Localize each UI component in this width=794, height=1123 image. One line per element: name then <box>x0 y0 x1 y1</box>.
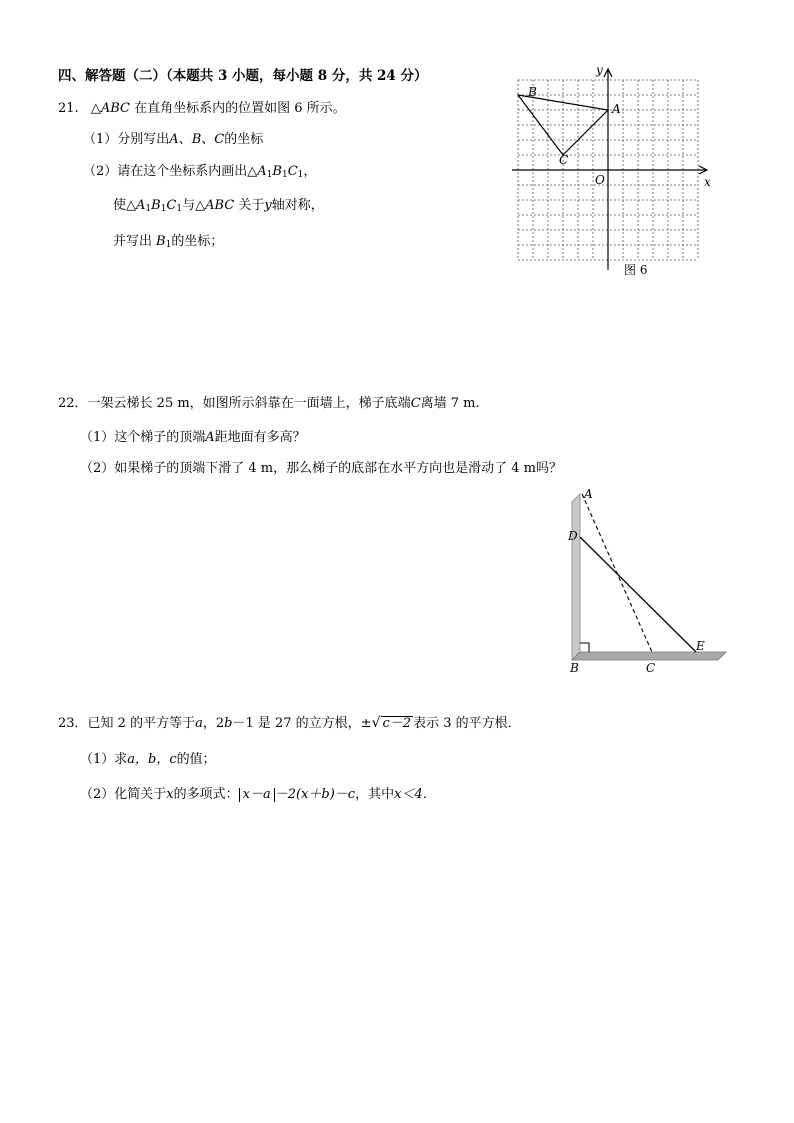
ladder-figure <box>560 482 740 678</box>
q21-line3-pre: 使△ <box>113 198 136 213</box>
q21-line3-y: y <box>264 198 272 213</box>
q22-part2: （2）如果梯子的顶端下滑了 4 m，那么梯子的底部在水平方向也是滑动了 4 m吗？ <box>80 461 562 476</box>
q21-stem-post: 在直角坐标系内的位置如图 6 所示。 <box>134 101 346 116</box>
q21-part1-c: C <box>214 132 225 147</box>
q22-part1-pre: （1）这个梯子的顶端 <box>80 430 206 445</box>
label-a: A <box>584 487 593 501</box>
q23-part2-abs: x－a <box>239 788 275 802</box>
q21-part1-sep2: 、 <box>201 132 215 147</box>
q21-part1-a: A <box>169 132 179 147</box>
q22-part1 <box>80 426 306 445</box>
q21-part1-b: B <box>191 132 202 147</box>
q23-part1-pre: （1）求 <box>80 752 128 767</box>
right-angle-marker <box>580 643 589 652</box>
q21-line4-pre: 并写出 <box>113 234 153 249</box>
label-c: C <box>559 153 569 167</box>
figure-6-caption: 图 6 <box>624 263 648 277</box>
section-title: 四、解答题（二）（本题共 3 小题，每小题 8 分，共 24 分） <box>58 68 428 84</box>
q21-line3-abc: ABC <box>205 198 235 213</box>
q23-stem-2: ，2 <box>202 716 225 731</box>
q23-part1 <box>80 748 216 767</box>
q21-line3: 使$\triangle A_1B_1C_1$与△ABC 关于y轴对称， <box>113 198 324 214</box>
q23-stem-sqrt: c－2 <box>382 716 412 731</box>
q21-number: 21. <box>58 101 79 116</box>
q23-part2 <box>80 783 436 802</box>
q23-part1-vars: a，b，c <box>127 752 177 767</box>
q23-stem-b: b <box>224 716 233 731</box>
ladder-de <box>580 537 696 652</box>
q21-stem-abc: ABC <box>100 101 130 116</box>
q22-stem-post: 离墙 7 m. <box>420 396 480 411</box>
label-x-axis: x <box>704 175 711 189</box>
label-b: B <box>570 661 579 675</box>
q23-part2-mid: 的多项式： <box>173 787 239 802</box>
q21-part1 <box>83 128 263 147</box>
q21-part2: （2）请在这个坐标系内画出$\triangle A_1B_1C_1$， <box>83 164 317 180</box>
label-origin: O <box>595 173 605 187</box>
q22-part1-post: 距地面有多高？ <box>214 430 306 445</box>
q23-stem: 23．已知 2 的平方等于a，2b－1 是 27 的立方根，±√ c－2 表示 3 的平方根． <box>58 715 521 731</box>
figure-6-coordinate-grid <box>508 60 723 285</box>
q21-stem <box>58 97 346 116</box>
q22-part1-a: A <box>205 430 215 445</box>
label-y-axis: y <box>596 63 603 77</box>
q21-line3-post: 关于 <box>238 198 265 213</box>
q21-part1-text: （1）分别写出 <box>83 132 170 147</box>
q23-part2-pre: （2）化简关于 <box>80 787 167 802</box>
q23-part2-cond-pre: ，其中 <box>355 787 395 802</box>
q22-stem-pre: 一架云梯长 25 m，如图所示斜靠在一面墙上，梯子底端 <box>87 396 411 411</box>
q22-stem-c: C <box>410 396 421 411</box>
q22-stem <box>58 392 480 411</box>
q21-line3-end: 轴对称， <box>271 198 324 213</box>
q22-number: 22． <box>58 396 88 411</box>
q21-part2-end: ， <box>303 164 317 179</box>
q23-stem-a: a <box>195 716 203 731</box>
q23-stem-1: 已知 2 的平方等于 <box>87 716 196 731</box>
label-c: C <box>646 661 656 675</box>
q23-part2-x: x <box>166 787 174 802</box>
q21-line4-end: 的坐标； <box>171 234 224 249</box>
q21-part2-pre: （2）请在这个坐标系内画出△ <box>83 164 258 179</box>
q21-part1-end: 的坐标 <box>224 132 264 147</box>
q23-number: 23． <box>58 716 88 731</box>
label-e: E <box>696 639 705 653</box>
q21-line3-mid: 与△ <box>182 198 206 213</box>
label-d: D <box>568 529 578 543</box>
q23-part2-cond: x＜4． <box>394 787 436 802</box>
q23-part2-expr: －2(x＋b)－c <box>274 787 356 802</box>
label-a: A <box>612 102 621 116</box>
label-b: B <box>528 85 537 99</box>
ground <box>572 652 726 660</box>
wall <box>572 494 580 660</box>
q23-stem-4: 表示 3 的平方根． <box>413 716 521 731</box>
q21-part1-sep1: 、 <box>178 132 192 147</box>
q23-part1-post: 的值； <box>176 752 216 767</box>
q21-stem-pre: △ <box>90 101 101 116</box>
q23-stem-3: －1 是 27 的立方根，± <box>232 716 372 731</box>
q21-line4: 并写出 $B_1$的坐标； <box>113 234 224 250</box>
